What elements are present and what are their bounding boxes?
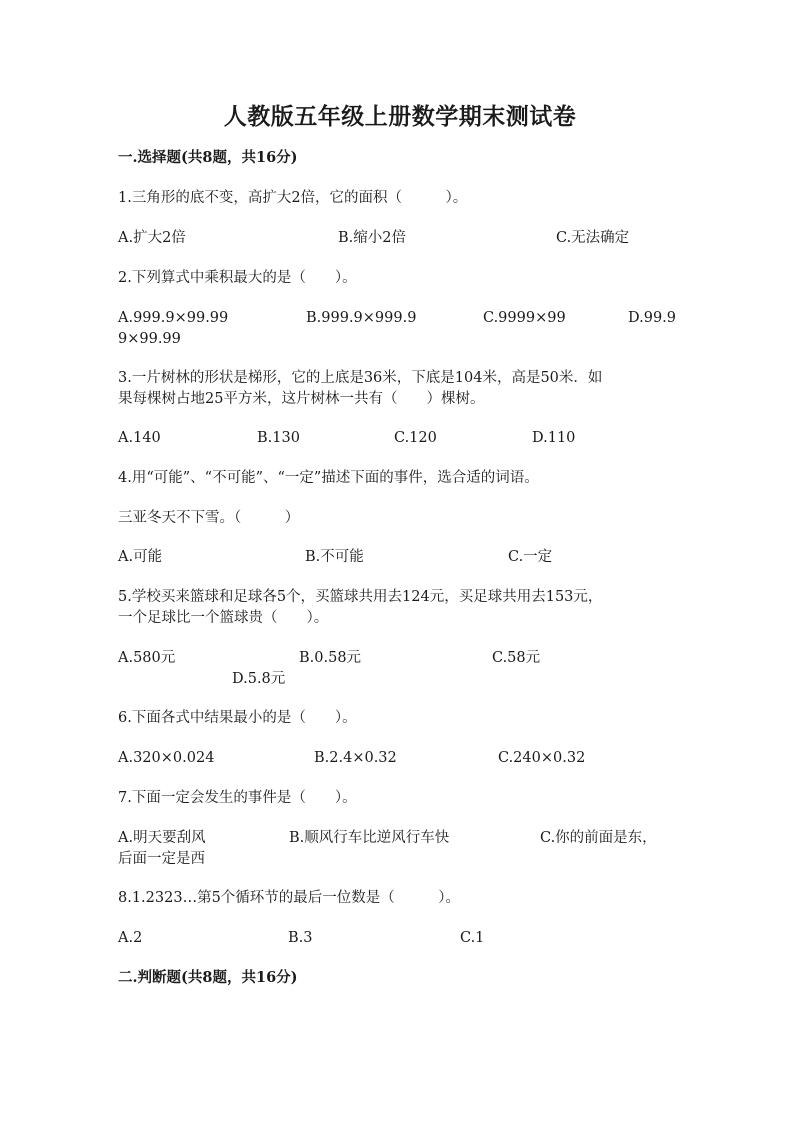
- question-6-option-a: A.320×0.024: [118, 750, 215, 766]
- question-2-option-d: D.99.9: [628, 310, 677, 326]
- question-7-option-c: C.你的前面是东，: [540, 830, 657, 846]
- question-4-option-b: B.不可能: [305, 549, 364, 565]
- question-3-stem-line-1: 3.一片树林的形状是梯形，它的上底是36米，下底是104米，高是50米．如: [118, 370, 603, 386]
- question-6-option-b: B.2.4×0.32: [314, 750, 397, 766]
- question-7-option-c-continued: 后面一定是西: [118, 851, 205, 867]
- question-5-stem-line-1: 5.学校买来篮球和足球各5个，买篮球共用去124元，买足球共用去153元，: [118, 589, 603, 605]
- question-3-option-d: D.110: [532, 430, 576, 446]
- question-5-option-d: D.5.8元: [232, 671, 286, 687]
- question-3-option-c: C.120: [394, 430, 437, 446]
- question-3-option-b: B.130: [257, 430, 300, 446]
- question-2-option-a: A.999.9×99.99: [118, 310, 229, 326]
- question-1-option-c: C.无法确定: [556, 230, 630, 246]
- question-8-stem: 8.1.2323…第5个循环节的最后一位数是（ ）。: [118, 890, 461, 906]
- question-2-option-c: C.9999×99: [483, 310, 566, 326]
- question-4-sub-statement: 三亚冬天不下雪。（ ）: [118, 510, 300, 526]
- question-7-option-a: A.明天要刮风: [118, 830, 206, 846]
- question-7-option-b: B.顺风行车比逆风行车快: [289, 830, 450, 846]
- question-7-stem: 7.下面一定会发生的事件是（ ）。: [118, 790, 357, 806]
- question-8-option-a: A.2: [118, 930, 143, 946]
- question-1-stem: 1.三角形的底不变，高扩大2倍，它的面积（ ）。: [118, 190, 468, 206]
- section-heading-choice: 一.选择题(共8题，共16分): [118, 149, 298, 166]
- question-2-option-d-continued: 9×99.99: [118, 331, 181, 347]
- question-8-option-b: B.3: [288, 930, 313, 946]
- question-1-option-b: B.缩小2倍: [338, 230, 406, 246]
- question-6-stem: 6.下面各式中结果最小的是（ ）。: [118, 710, 357, 726]
- question-5-option-b: B.0.58元: [299, 650, 362, 666]
- question-2-stem: 2.下列算式中乘积最大的是（ ）。: [118, 270, 357, 286]
- question-3-stem-line-2: 果每棵树占地25平方米，这片树林一共有（ ）棵树。: [118, 391, 485, 407]
- question-6-option-c: C.240×0.32: [498, 750, 586, 766]
- question-4-option-a: A.可能: [118, 549, 163, 565]
- question-4-stem: 4.用“可能”、“不可能”、“一定”描述下面的事件，选合适的词语。: [118, 470, 539, 486]
- page-title: 人教版五年级上册数学期末测试卷: [223, 103, 577, 130]
- question-5-stem-line-2: 一个足球比一个篮球贵（ ）。: [118, 610, 329, 626]
- question-2-option-b: B.999.9×999.9: [306, 310, 417, 326]
- question-3-option-a: A.140: [118, 430, 161, 446]
- question-4-option-c: C.一定: [508, 549, 553, 565]
- question-5-option-a: A.580元: [118, 650, 176, 666]
- section-heading-true-false: 二.判断题(共8题，共16分): [118, 969, 298, 986]
- question-1-option-a: A.扩大2倍: [118, 230, 186, 246]
- question-5-option-c: C.58元: [492, 650, 541, 666]
- question-8-option-c: C.1: [460, 930, 485, 946]
